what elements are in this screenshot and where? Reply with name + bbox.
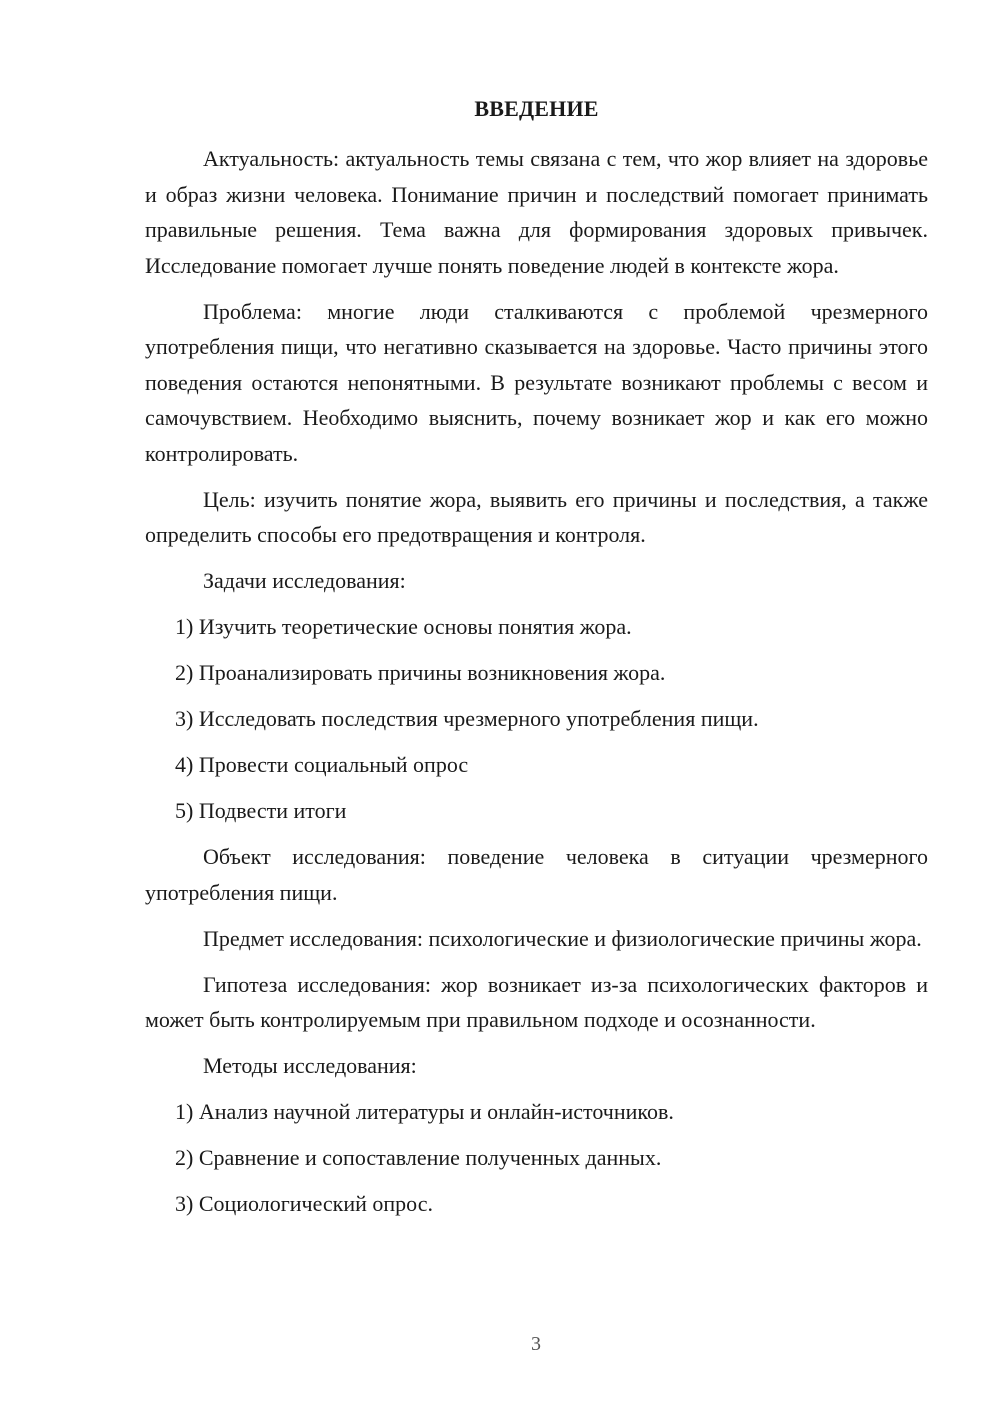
object-paragraph: Объект исследования: поведение человека в ситуации чрезмерного употребления пищи. [145, 844, 928, 905]
task-item: 1) Изучить теоретические основы понятия жора. [175, 614, 632, 639]
relevance-paragraph: Актуальность: актуальность темы связана с тем, что жор влияет на здоровье и образ жизни человека. Понимание причин и последствий помогает принимать правильные решения. Тема важна для формирования здоровых привычек. Исследование помогает лучше понять поведение людей в контексте жора. [145, 146, 928, 278]
goal-paragraph: Цель: изучить понятие жора, выявить его причины и последствия, а также определить способы его предотвращения и контроля. [145, 486, 928, 547]
task-item: 5) Подвести итоги [175, 798, 347, 823]
methods-heading: Методы исследования: [203, 1053, 417, 1078]
method-item: 2) Сравнение и сопоставление полученных данных. [175, 1145, 662, 1170]
document-body [145, 141, 928, 1232]
problem-paragraph: Проблема: многие люди сталкиваются с проблемой чрезмерного употребления пищи, что негативно сказывается на здоровье. Часто причины этого поведения остаются непонятными. В результате возникают проблемы с весом и самочувствием. Необходимо выяснить, почему возникает жор и как его можно контролировать. [145, 298, 928, 466]
subject-paragraph: Предмет исследования: психологические и физиологические причины жора. [203, 925, 922, 951]
task-item: 3) Исследовать последствия чрезмерного употребления пищи. [175, 706, 759, 731]
page-title: ВВЕДЕНИЕ [474, 96, 599, 121]
method-item: 1) Анализ научной литературы и онлайн-источников. [175, 1099, 674, 1124]
page-number: 3 [531, 1333, 541, 1355]
tasks-heading: Задачи исследования: [203, 568, 406, 593]
task-item: 2) Проанализировать причины возникновения жора. [175, 660, 666, 685]
hypothesis-paragraph: Гипотеза исследования: жор возникает из-за психологических факторов и может быть контролируемым при правильном подходе и осознанности. [145, 971, 928, 1032]
task-item: 4) Провести социальный опрос [175, 752, 469, 777]
method-item: 3) Социологический опрос. [175, 1191, 433, 1216]
